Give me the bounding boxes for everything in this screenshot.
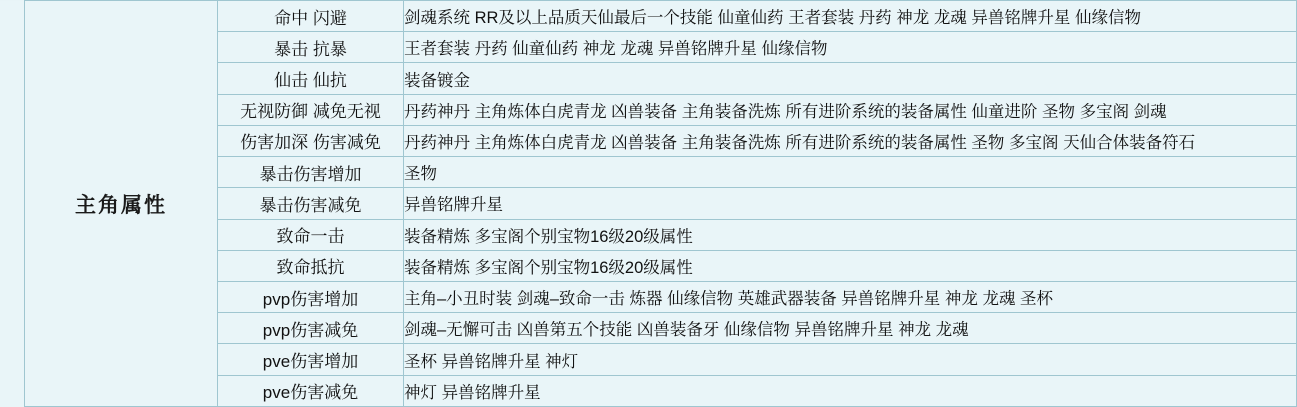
attribute-value: 装备精炼 多宝阁个别宝物16级20级属性 [404, 250, 1297, 281]
attribute-value: 王者套装 丹药 仙童仙药 神龙 龙魂 异兽铭牌升星 仙缘信物 [404, 32, 1297, 63]
left-margin [0, 125, 25, 156]
attribute-name: 致命一击 [218, 219, 404, 250]
attribute-value: 主角–小丑时装 剑魂–致命一击 炼器 仙缘信物 英雄武器装备 异兽铭牌升星 神龙 龙魂 圣杯 [404, 281, 1297, 312]
attribute-name: pve伤害增加 [218, 344, 404, 375]
attribute-name: 命中 闪避 [218, 1, 404, 32]
attribute-name: 暴击 抗暴 [218, 32, 404, 63]
attribute-name: 无视防御 减免无视 [218, 94, 404, 125]
table-body [0, 1, 1297, 407]
left-margin [0, 32, 25, 63]
attribute-value: 装备镀金 [404, 63, 1297, 94]
left-margin [0, 281, 25, 312]
attribute-value: 剑魂–无懈可击 凶兽第五个技能 凶兽装备牙 仙缘信物 异兽铭牌升星 神龙 龙魂 [404, 313, 1297, 344]
attribute-name: pvp伤害增加 [218, 281, 404, 312]
attribute-name: 暴击伤害增加 [218, 157, 404, 188]
attribute-name: 伤害加深 伤害减免 [218, 125, 404, 156]
table-row [0, 1, 1297, 32]
left-margin [0, 63, 25, 94]
attribute-value: 神灯 异兽铭牌升星 [404, 375, 1297, 406]
attribute-name: pve伤害减免 [218, 375, 404, 406]
attribute-value: 剑魂系统 RR及以上品质天仙最后一个技能 仙童仙药 王者套装 丹药 神龙 龙魂 异兽铭牌升星 仙缘信物 [404, 1, 1297, 32]
attribute-value: 异兽铭牌升星 [404, 188, 1297, 219]
left-margin [0, 157, 25, 188]
attribute-value: 丹药神丹 主角炼体白虎青龙 凶兽装备 主角装备洗炼 所有进阶系统的装备属性 圣物 多宝阁 天仙合体装备符石 [404, 125, 1297, 156]
left-margin [0, 375, 25, 406]
left-margin [0, 1, 25, 32]
attribute-name: 仙击 仙抗 [218, 63, 404, 94]
attribute-name: pvp伤害减免 [218, 313, 404, 344]
attribute-name: 暴击伤害减免 [218, 188, 404, 219]
left-margin [0, 219, 25, 250]
left-margin [0, 344, 25, 375]
left-margin [0, 188, 25, 219]
left-margin [0, 250, 25, 281]
attribute-value: 圣物 [404, 157, 1297, 188]
left-margin [0, 94, 25, 125]
left-margin [0, 313, 25, 344]
attribute-value: 丹药神丹 主角炼体白虎青龙 凶兽装备 主角装备洗炼 所有进阶系统的装备属性 仙童进阶 圣物 多宝阁 剑魂 [404, 94, 1297, 125]
attribute-name: 致命抵抗 [218, 250, 404, 281]
group-label-cell: 主角属性 [25, 1, 218, 407]
attribute-value: 装备精炼 多宝阁个别宝物16级20级属性 [404, 219, 1297, 250]
attribute-value: 圣杯 异兽铭牌升星 神灯 [404, 344, 1297, 375]
